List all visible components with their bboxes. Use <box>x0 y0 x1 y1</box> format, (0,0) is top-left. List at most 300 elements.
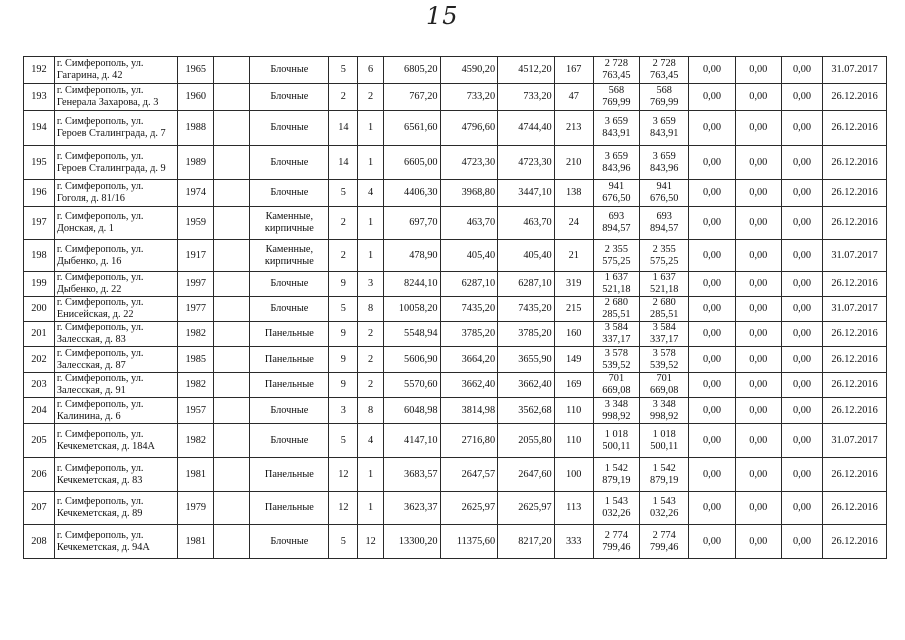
cell-area-private: 3785,20 <box>498 322 555 347</box>
cell-cost1: 3 659 843,96 <box>593 146 639 180</box>
cell-v2: 0,00 <box>735 272 781 297</box>
cell-entrances: 1 <box>358 240 384 272</box>
cell-v1: 0,00 <box>689 525 735 559</box>
cell-cost2: 701 669,08 <box>640 373 689 398</box>
cell-residents: 210 <box>554 146 593 180</box>
cell-floors: 2 <box>329 240 358 272</box>
table-row <box>24 525 887 559</box>
cell-area-private: 7435,20 <box>498 297 555 322</box>
cell-area-total: 767,20 <box>383 84 440 111</box>
cell-area-living: 733,20 <box>440 84 498 111</box>
table-row <box>24 207 887 240</box>
cell-date: 31.07.2017 <box>823 297 887 322</box>
cell-num: 198 <box>24 240 55 272</box>
cell-num: 200 <box>24 297 55 322</box>
cell-floors: 5 <box>329 180 358 207</box>
cell-v3: 0,00 <box>781 240 822 272</box>
cell-date: 26.12.2016 <box>823 84 887 111</box>
cell-area-private: 3447,10 <box>498 180 555 207</box>
cell-year: 1985 <box>178 347 214 373</box>
cell-cost1: 3 659 843,91 <box>593 111 639 146</box>
cell-year: 1959 <box>178 207 214 240</box>
cell-v3: 0,00 <box>781 57 822 84</box>
cell-v2: 0,00 <box>735 492 781 525</box>
cell-material: Блочные <box>250 146 329 180</box>
cell-date: 26.12.2016 <box>823 525 887 559</box>
cell-v3: 0,00 <box>781 525 822 559</box>
cell-area-living: 11375,60 <box>440 525 498 559</box>
cell-area-living: 2716,80 <box>440 424 498 458</box>
cell-num: 193 <box>24 84 55 111</box>
cell-entrances: 2 <box>358 347 384 373</box>
cell-v3: 0,00 <box>781 458 822 492</box>
cell-extra <box>214 424 250 458</box>
cell-date: 26.12.2016 <box>823 146 887 180</box>
cell-material: Каменные, кирпичные <box>250 207 329 240</box>
cell-v3: 0,00 <box>781 207 822 240</box>
cell-area-private: 6287,10 <box>498 272 555 297</box>
cell-cost2: 3 659 843,91 <box>640 111 689 146</box>
cell-v2: 0,00 <box>735 57 781 84</box>
cell-floors: 5 <box>329 57 358 84</box>
cell-address: г. Симферополь, ул. Гоголя, д. 81/16 <box>54 180 177 207</box>
cell-cost1: 1 542 879,19 <box>593 458 639 492</box>
cell-num: 199 <box>24 272 55 297</box>
cell-area-living: 4590,20 <box>440 57 498 84</box>
cell-year: 1977 <box>178 297 214 322</box>
cell-num: 206 <box>24 458 55 492</box>
cell-address: г. Симферополь, ул. Гагарина, д. 42 <box>54 57 177 84</box>
cell-extra <box>214 57 250 84</box>
cell-residents: 100 <box>554 458 593 492</box>
table-row <box>24 84 887 111</box>
cell-entrances: 6 <box>358 57 384 84</box>
cell-year: 1997 <box>178 272 214 297</box>
cell-cost2: 2 680 285,51 <box>640 297 689 322</box>
cell-year: 1982 <box>178 322 214 347</box>
cell-cost2: 3 584 337,17 <box>640 322 689 347</box>
cell-material: Блочные <box>250 272 329 297</box>
cell-v2: 0,00 <box>735 322 781 347</box>
cell-residents: 149 <box>554 347 593 373</box>
cell-area-private: 2625,97 <box>498 492 555 525</box>
cell-area-living: 3968,80 <box>440 180 498 207</box>
cell-date: 26.12.2016 <box>823 347 887 373</box>
cell-material: Блочные <box>250 525 329 559</box>
cell-entrances: 2 <box>358 373 384 398</box>
cell-num: 197 <box>24 207 55 240</box>
cell-area-living: 7435,20 <box>440 297 498 322</box>
cell-year: 1981 <box>178 458 214 492</box>
cell-entrances: 1 <box>358 146 384 180</box>
cell-cost1: 3 348 998,92 <box>593 398 639 424</box>
cell-address: г. Симферополь, ул. Енисейская, д. 22 <box>54 297 177 322</box>
cell-material: Блочные <box>250 398 329 424</box>
cell-address: г. Симферополь, ул. Донская, д. 1 <box>54 207 177 240</box>
cell-material: Каменные, кирпичные <box>250 240 329 272</box>
cell-year: 1988 <box>178 111 214 146</box>
cell-floors: 9 <box>329 322 358 347</box>
cell-floors: 2 <box>329 84 358 111</box>
cell-area-living: 2647,57 <box>440 458 498 492</box>
cell-year: 1981 <box>178 525 214 559</box>
cell-v3: 0,00 <box>781 180 822 207</box>
cell-floors: 14 <box>329 146 358 180</box>
cell-v1: 0,00 <box>689 111 735 146</box>
cell-cost1: 2 728 763,45 <box>593 57 639 84</box>
cell-cost1: 2 680 285,51 <box>593 297 639 322</box>
cell-residents: 169 <box>554 373 593 398</box>
cell-area-living: 3662,40 <box>440 373 498 398</box>
cell-area-living: 3814,98 <box>440 398 498 424</box>
cell-area-total: 4406,30 <box>383 180 440 207</box>
cell-area-private: 4744,40 <box>498 111 555 146</box>
table-row <box>24 111 887 146</box>
table-row <box>24 492 887 525</box>
cell-date: 26.12.2016 <box>823 398 887 424</box>
cell-area-private: 3655,90 <box>498 347 555 373</box>
cell-area-total: 4147,10 <box>383 424 440 458</box>
cell-v3: 0,00 <box>781 272 822 297</box>
cell-area-living: 463,70 <box>440 207 498 240</box>
cell-v2: 0,00 <box>735 180 781 207</box>
cell-v1: 0,00 <box>689 398 735 424</box>
cell-area-total: 8244,10 <box>383 272 440 297</box>
cell-area-living: 405,40 <box>440 240 498 272</box>
cell-year: 1960 <box>178 84 214 111</box>
cell-area-living: 6287,10 <box>440 272 498 297</box>
cell-date: 26.12.2016 <box>823 322 887 347</box>
cell-v1: 0,00 <box>689 492 735 525</box>
cell-cost2: 2 728 763,45 <box>640 57 689 84</box>
cell-v3: 0,00 <box>781 297 822 322</box>
cell-cost1: 941 676,50 <box>593 180 639 207</box>
cell-v1: 0,00 <box>689 322 735 347</box>
cell-cost1: 1 543 032,26 <box>593 492 639 525</box>
cell-floors: 9 <box>329 272 358 297</box>
cell-date: 26.12.2016 <box>823 492 887 525</box>
cell-material: Блочные <box>250 57 329 84</box>
cell-v1: 0,00 <box>689 297 735 322</box>
cell-v2: 0,00 <box>735 207 781 240</box>
cell-extra <box>214 297 250 322</box>
page-number: 15 <box>426 2 459 30</box>
cell-entrances: 2 <box>358 322 384 347</box>
cell-v3: 0,00 <box>781 398 822 424</box>
cell-v3: 0,00 <box>781 373 822 398</box>
cell-date: 26.12.2016 <box>823 458 887 492</box>
cell-entrances: 12 <box>358 525 384 559</box>
cell-year: 1982 <box>178 373 214 398</box>
cell-extra <box>214 240 250 272</box>
cell-area-private: 4512,20 <box>498 57 555 84</box>
cell-date: 26.12.2016 <box>823 373 887 398</box>
cell-extra <box>214 180 250 207</box>
table-body <box>24 57 887 559</box>
cell-address: г. Симферополь, ул. Залесская, д. 83 <box>54 322 177 347</box>
cell-extra <box>214 525 250 559</box>
cell-entrances: 2 <box>358 84 384 111</box>
cell-entrances: 4 <box>358 180 384 207</box>
cell-residents: 110 <box>554 398 593 424</box>
cell-area-private: 733,20 <box>498 84 555 111</box>
cell-residents: 113 <box>554 492 593 525</box>
cell-cost2: 3 348 998,92 <box>640 398 689 424</box>
cell-area-total: 13300,20 <box>383 525 440 559</box>
cell-entrances: 8 <box>358 297 384 322</box>
cell-v1: 0,00 <box>689 146 735 180</box>
cell-num: 195 <box>24 146 55 180</box>
cell-num: 207 <box>24 492 55 525</box>
cell-v2: 0,00 <box>735 424 781 458</box>
cell-area-living: 3664,20 <box>440 347 498 373</box>
cell-v1: 0,00 <box>689 180 735 207</box>
cell-area-total: 5570,60 <box>383 373 440 398</box>
cell-area-living: 3785,20 <box>440 322 498 347</box>
table-row <box>24 424 887 458</box>
cell-v1: 0,00 <box>689 424 735 458</box>
cell-area-private: 405,40 <box>498 240 555 272</box>
cell-extra <box>214 84 250 111</box>
cell-date: 26.12.2016 <box>823 180 887 207</box>
cell-address: г. Симферополь, ул. Дыбенко, д. 22 <box>54 272 177 297</box>
cell-cost1: 693 894,57 <box>593 207 639 240</box>
cell-extra <box>214 458 250 492</box>
cell-entrances: 1 <box>358 111 384 146</box>
cell-v1: 0,00 <box>689 373 735 398</box>
cell-v1: 0,00 <box>689 207 735 240</box>
cell-v3: 0,00 <box>781 492 822 525</box>
cell-residents: 47 <box>554 84 593 111</box>
cell-entrances: 1 <box>358 458 384 492</box>
cell-area-total: 697,70 <box>383 207 440 240</box>
cell-address: г. Симферополь, ул. Дыбенко, д. 16 <box>54 240 177 272</box>
cell-v2: 0,00 <box>735 373 781 398</box>
cell-area-total: 5606,90 <box>383 347 440 373</box>
table-row <box>24 398 887 424</box>
cell-extra <box>214 111 250 146</box>
cell-v1: 0,00 <box>689 240 735 272</box>
cell-cost1: 1 018 500,11 <box>593 424 639 458</box>
cell-year: 1982 <box>178 424 214 458</box>
cell-num: 201 <box>24 322 55 347</box>
cell-floors: 5 <box>329 525 358 559</box>
cell-date: 31.07.2017 <box>823 424 887 458</box>
cell-extra <box>214 272 250 297</box>
cell-area-total: 10058,20 <box>383 297 440 322</box>
cell-v2: 0,00 <box>735 398 781 424</box>
cell-floors: 9 <box>329 373 358 398</box>
cell-cost1: 3 584 337,17 <box>593 322 639 347</box>
cell-v3: 0,00 <box>781 84 822 111</box>
cell-area-private: 3562,68 <box>498 398 555 424</box>
table-row <box>24 458 887 492</box>
cell-entrances: 1 <box>358 207 384 240</box>
cell-extra <box>214 492 250 525</box>
cell-floors: 5 <box>329 297 358 322</box>
cell-num: 203 <box>24 373 55 398</box>
cell-extra <box>214 398 250 424</box>
cell-num: 196 <box>24 180 55 207</box>
cell-cost2: 941 676,50 <box>640 180 689 207</box>
cell-cost2: 2 355 575,25 <box>640 240 689 272</box>
cell-area-total: 6805,20 <box>383 57 440 84</box>
cell-v3: 0,00 <box>781 322 822 347</box>
cell-extra <box>214 347 250 373</box>
cell-cost1: 2 355 575,25 <box>593 240 639 272</box>
cell-v2: 0,00 <box>735 525 781 559</box>
table-row <box>24 272 887 297</box>
cell-year: 1989 <box>178 146 214 180</box>
cell-v2: 0,00 <box>735 146 781 180</box>
cell-material: Блочные <box>250 111 329 146</box>
cell-v2: 0,00 <box>735 297 781 322</box>
cell-floors: 9 <box>329 347 358 373</box>
cell-residents: 215 <box>554 297 593 322</box>
cell-floors: 12 <box>329 458 358 492</box>
cell-floors: 14 <box>329 111 358 146</box>
cell-residents: 24 <box>554 207 593 240</box>
cell-area-private: 3662,40 <box>498 373 555 398</box>
cell-v1: 0,00 <box>689 84 735 111</box>
table-row <box>24 297 887 322</box>
cell-num: 204 <box>24 398 55 424</box>
cell-address: г. Симферополь, ул. Кечкеметская, д. 94А <box>54 525 177 559</box>
cell-date: 31.07.2017 <box>823 57 887 84</box>
cell-area-living: 2625,97 <box>440 492 498 525</box>
table-row <box>24 373 887 398</box>
cell-year: 1974 <box>178 180 214 207</box>
cell-area-private: 8217,20 <box>498 525 555 559</box>
cell-cost2: 3 578 539,52 <box>640 347 689 373</box>
cell-v2: 0,00 <box>735 240 781 272</box>
cell-year: 1979 <box>178 492 214 525</box>
cell-address: г. Симферополь, ул. Героев Сталинграда, д. 9 <box>54 146 177 180</box>
cell-floors: 3 <box>329 398 358 424</box>
cell-area-total: 6048,98 <box>383 398 440 424</box>
cell-cost1: 701 669,08 <box>593 373 639 398</box>
cell-entrances: 3 <box>358 272 384 297</box>
cell-residents: 319 <box>554 272 593 297</box>
table-row <box>24 347 887 373</box>
cell-area-private: 4723,30 <box>498 146 555 180</box>
table-row <box>24 322 887 347</box>
cell-v3: 0,00 <box>781 424 822 458</box>
cell-v2: 0,00 <box>735 347 781 373</box>
cell-address: г. Симферополь, ул. Залесская, д. 91 <box>54 373 177 398</box>
cell-floors: 5 <box>329 424 358 458</box>
cell-v2: 0,00 <box>735 111 781 146</box>
cell-area-private: 463,70 <box>498 207 555 240</box>
table-row <box>24 180 887 207</box>
cell-address: г. Симферополь, ул. Героев Сталинграда, д. 7 <box>54 111 177 146</box>
cell-num: 205 <box>24 424 55 458</box>
cell-num: 208 <box>24 525 55 559</box>
cell-cost2: 3 659 843,96 <box>640 146 689 180</box>
cell-material: Блочные <box>250 297 329 322</box>
cell-extra <box>214 322 250 347</box>
cell-address: г. Симферополь, ул. Калинина, д. 6 <box>54 398 177 424</box>
cell-cost1: 1 637 521,18 <box>593 272 639 297</box>
cell-v2: 0,00 <box>735 84 781 111</box>
table-row <box>24 57 887 84</box>
cell-v1: 0,00 <box>689 57 735 84</box>
cell-address: г. Симферополь, ул. Залесская, д. 87 <box>54 347 177 373</box>
cell-year: 1957 <box>178 398 214 424</box>
cell-material: Панельные <box>250 458 329 492</box>
cell-area-private: 2055,80 <box>498 424 555 458</box>
cell-material: Блочные <box>250 84 329 111</box>
cell-year: 1917 <box>178 240 214 272</box>
cell-material: Панельные <box>250 347 329 373</box>
cell-address: г. Симферополь, ул. Кечкеметская, д. 83 <box>54 458 177 492</box>
cell-v2: 0,00 <box>735 458 781 492</box>
cell-material: Блочные <box>250 424 329 458</box>
cell-v3: 0,00 <box>781 146 822 180</box>
cell-num: 202 <box>24 347 55 373</box>
cell-entrances: 4 <box>358 424 384 458</box>
cell-cost2: 2 774 799,46 <box>640 525 689 559</box>
cell-v1: 0,00 <box>689 347 735 373</box>
cell-num: 194 <box>24 111 55 146</box>
cell-date: 26.12.2016 <box>823 272 887 297</box>
cell-year: 1965 <box>178 57 214 84</box>
cell-area-total: 5548,94 <box>383 322 440 347</box>
cell-cost1: 2 774 799,46 <box>593 525 639 559</box>
cell-cost2: 1 637 521,18 <box>640 272 689 297</box>
cell-floors: 12 <box>329 492 358 525</box>
cell-area-total: 6605,00 <box>383 146 440 180</box>
cell-area-private: 2647,60 <box>498 458 555 492</box>
cell-residents: 21 <box>554 240 593 272</box>
cell-area-living: 4723,30 <box>440 146 498 180</box>
cell-residents: 333 <box>554 525 593 559</box>
cell-cost2: 1 018 500,11 <box>640 424 689 458</box>
cell-date: 31.07.2017 <box>823 240 887 272</box>
cell-extra <box>214 373 250 398</box>
cell-extra <box>214 207 250 240</box>
cell-cost2: 1 543 032,26 <box>640 492 689 525</box>
cell-area-total: 6561,60 <box>383 111 440 146</box>
cell-v3: 0,00 <box>781 347 822 373</box>
cell-entrances: 1 <box>358 492 384 525</box>
cell-cost2: 693 894,57 <box>640 207 689 240</box>
cell-entrances: 8 <box>358 398 384 424</box>
cell-v1: 0,00 <box>689 458 735 492</box>
cell-v3: 0,00 <box>781 111 822 146</box>
cell-num: 192 <box>24 57 55 84</box>
cell-date: 26.12.2016 <box>823 207 887 240</box>
cell-material: Панельные <box>250 492 329 525</box>
cell-floors: 2 <box>329 207 358 240</box>
cell-address: г. Симферополь, ул. Кечкеметская, д. 89 <box>54 492 177 525</box>
cell-residents: 138 <box>554 180 593 207</box>
cell-v1: 0,00 <box>689 272 735 297</box>
cell-cost1: 3 578 539,52 <box>593 347 639 373</box>
cell-material: Панельные <box>250 322 329 347</box>
cell-material: Панельные <box>250 373 329 398</box>
cell-address: г. Симферополь, ул. Генерала Захарова, д. 3 <box>54 84 177 111</box>
cell-extra <box>214 146 250 180</box>
cell-residents: 160 <box>554 322 593 347</box>
cell-area-total: 3623,37 <box>383 492 440 525</box>
cell-area-living: 4796,60 <box>440 111 498 146</box>
cell-residents: 167 <box>554 57 593 84</box>
cell-address: г. Симферополь, ул. Кечкеметская, д. 184А <box>54 424 177 458</box>
cell-cost2: 1 542 879,19 <box>640 458 689 492</box>
cell-date: 26.12.2016 <box>823 111 887 146</box>
cell-area-total: 478,90 <box>383 240 440 272</box>
